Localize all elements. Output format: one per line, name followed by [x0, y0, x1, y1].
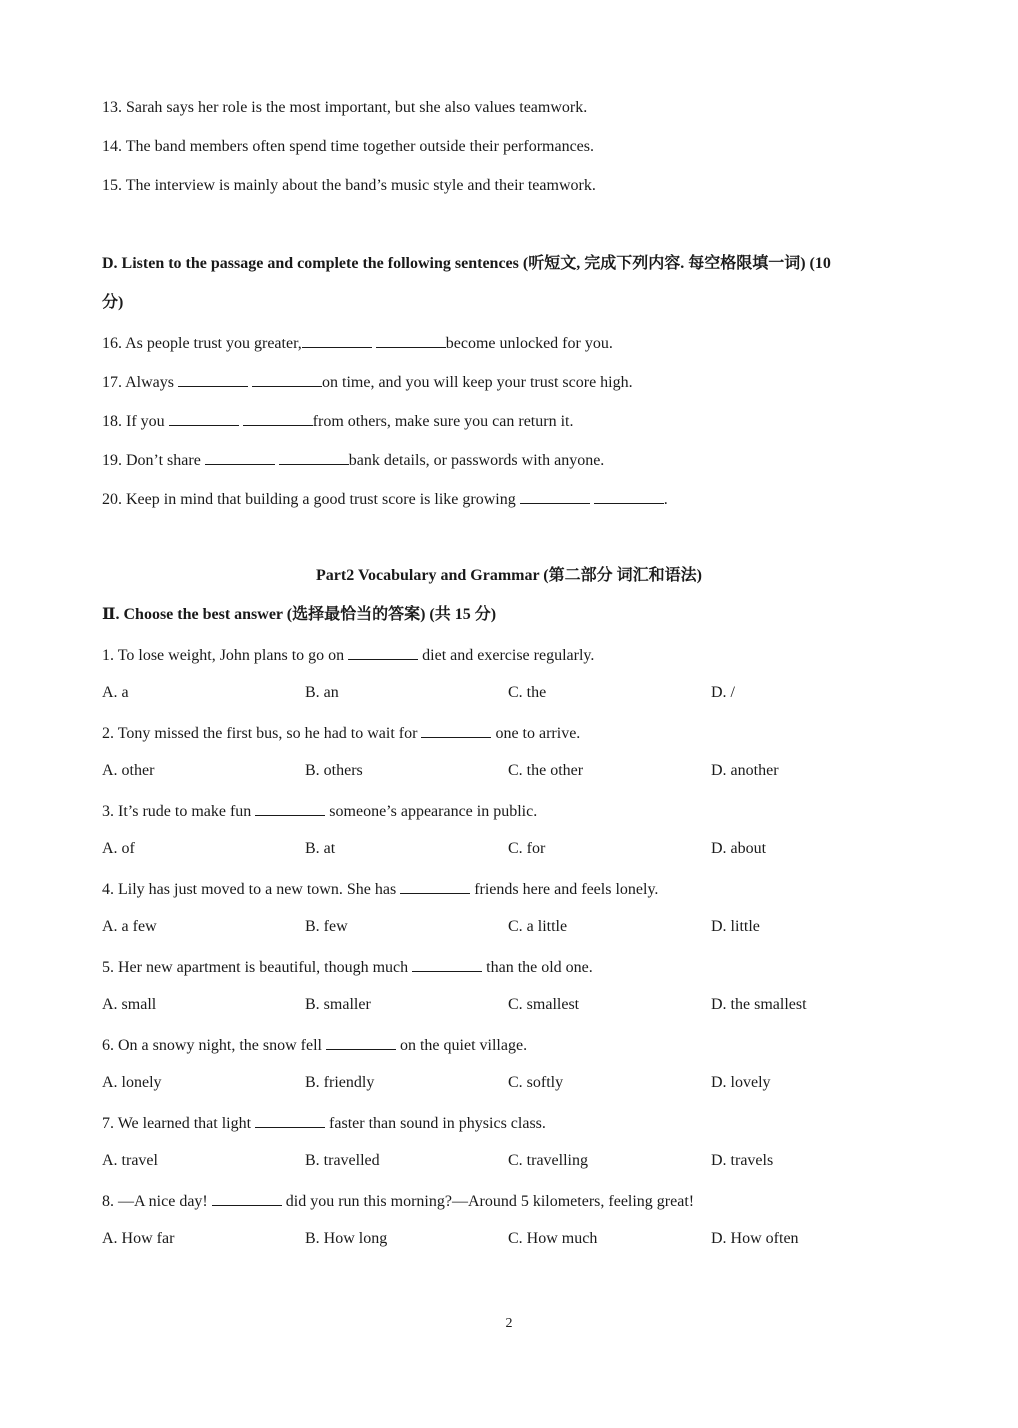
fill-item-17 — [102, 371, 633, 393]
answer-blank[interactable] — [376, 332, 446, 348]
tf-item-15: 15. The interview is mainly about the band’s music style and their teamwork. — [102, 177, 596, 194]
fill-item-text: . — [663, 491, 668, 508]
answer-blank[interactable] — [348, 644, 418, 660]
question-2 — [102, 722, 580, 744]
option-b[interactable]: B. at — [305, 840, 336, 857]
fill-item-text: become unlocked for you. — [445, 335, 613, 352]
question-text: someone’s appearance in public. — [325, 803, 538, 820]
option-d[interactable]: D. / — [711, 684, 735, 701]
option-b[interactable]: B. How long — [305, 1230, 388, 1247]
fill-item-text: 19. Don’t share — [102, 452, 205, 469]
option-d[interactable]: D. lovely — [711, 1074, 771, 1091]
option-a[interactable]: A. lonely — [102, 1074, 162, 1091]
option-d[interactable]: D. the smallest — [711, 996, 807, 1013]
option-d[interactable]: D. travels — [711, 1152, 774, 1169]
question-text: 1. To lose weight, John plans to go on — [102, 647, 349, 664]
tf-item-14: 14. The band members often spend time together outside their performances. — [102, 138, 594, 155]
fill-item-text: 20. Keep in mind that building a good trust score is like growing — [102, 491, 520, 508]
question-8 — [102, 1190, 694, 1212]
option-b[interactable]: B. friendly — [305, 1074, 375, 1091]
question-text: on the quiet village. — [395, 1037, 528, 1054]
option-c[interactable]: C. smallest — [508, 996, 580, 1013]
fill-item-text: 16. As people trust you greater, — [102, 335, 302, 352]
answer-blank[interactable] — [326, 1034, 396, 1050]
option-d[interactable]: D. about — [711, 840, 767, 857]
question-text: 6. On a snowy night, the snow fell — [102, 1037, 326, 1054]
question-text: 2. Tony missed the first bus, so he had to wait for — [102, 725, 422, 742]
fill-item-text: 18. If you — [102, 413, 169, 430]
option-b[interactable]: B. an — [305, 684, 339, 701]
question-text: diet and exercise regularly. — [418, 647, 595, 664]
fill-item-text: from others, make sure you can return it. — [312, 413, 574, 430]
answer-blank[interactable] — [255, 800, 325, 816]
fill-item-19 — [102, 449, 604, 471]
answer-blank[interactable] — [255, 1112, 325, 1128]
option-a[interactable]: A. a — [102, 684, 129, 701]
option-c[interactable]: C. How much — [508, 1230, 598, 1247]
option-a[interactable]: A. other — [102, 762, 155, 779]
question-7 — [102, 1112, 546, 1134]
option-b[interactable]: B. travelled — [305, 1152, 380, 1169]
question-text: 5. Her new apartment is beautiful, though much — [102, 959, 413, 976]
fill-item-text: on time, and you will keep your trust score high. — [322, 374, 633, 391]
question-text: 8. —A nice day! — [102, 1193, 212, 1210]
question-text: faster than sound in physics class. — [325, 1115, 546, 1132]
option-b[interactable]: B. few — [305, 918, 348, 935]
question-4 — [102, 878, 658, 900]
section-2-heading: Ⅱ. Choose the best answer (选择最恰当的答案) (共 15 分) — [102, 606, 497, 623]
option-c[interactable]: C. softly — [508, 1074, 564, 1091]
tf-item-13: 13. Sarah says her role is the most important, but she also values teamwork. — [102, 99, 588, 116]
option-c[interactable]: C. the — [508, 684, 547, 701]
fill-item-text: bank details, or passwords with anyone. — [348, 452, 605, 469]
part2-title: Part2 Vocabulary and Grammar (第二部分 词汇和语法) — [316, 567, 702, 584]
fill-item-text: 17. Always — [102, 374, 178, 391]
answer-blank[interactable] — [421, 722, 491, 738]
question-1 — [102, 644, 594, 666]
option-a[interactable]: A. How far — [102, 1230, 175, 1247]
question-3 — [102, 800, 537, 822]
option-c[interactable]: C. travelling — [508, 1152, 588, 1169]
option-d[interactable]: D. How often — [711, 1230, 799, 1247]
option-c[interactable]: C. a little — [508, 918, 568, 935]
answer-blank[interactable] — [178, 371, 248, 387]
answer-blank[interactable] — [400, 878, 470, 894]
question-6 — [102, 1034, 527, 1056]
section-d-heading: D. Listen to the passage and complete the following sentences (听短文, 完成下列内容. 每空格限填一词) (10 — [102, 255, 831, 272]
question-text: 7. We learned that light — [102, 1115, 256, 1132]
answer-blank[interactable] — [302, 332, 372, 348]
answer-blank[interactable] — [169, 410, 239, 426]
option-c[interactable]: C. the other — [508, 762, 584, 779]
question-text: 3. It’s rude to make fun — [102, 803, 256, 820]
answer-blank[interactable] — [520, 488, 590, 504]
section-d-heading-cont: 分) — [102, 294, 124, 311]
option-a[interactable]: A. travel — [102, 1152, 158, 1169]
answer-blank[interactable] — [243, 410, 313, 426]
question-text: one to arrive. — [491, 725, 581, 742]
answer-blank[interactable] — [412, 956, 482, 972]
fill-item-18 — [102, 410, 573, 432]
fill-item-20 — [102, 488, 668, 510]
question-5 — [102, 956, 593, 978]
option-a[interactable]: A. of — [102, 840, 135, 857]
answer-blank[interactable] — [594, 488, 664, 504]
option-d[interactable]: D. another — [711, 762, 779, 779]
answer-blank[interactable] — [205, 449, 275, 465]
answer-blank[interactable] — [212, 1190, 282, 1206]
question-text: friends here and feels lonely. — [470, 881, 659, 898]
option-a[interactable]: A. small — [102, 996, 157, 1013]
option-c[interactable]: C. for — [508, 840, 546, 857]
option-b[interactable]: B. others — [305, 762, 363, 779]
option-a[interactable]: A. a few — [102, 918, 157, 935]
question-text: 4. Lily has just moved to a new town. She has — [102, 881, 401, 898]
question-text: than the old one. — [482, 959, 593, 976]
option-b[interactable]: B. smaller — [305, 996, 371, 1013]
question-text: did you run this morning?—Around 5 kilometers, feeling great! — [281, 1193, 695, 1210]
option-d[interactable]: D. little — [711, 918, 760, 935]
fill-item-16 — [102, 332, 613, 354]
answer-blank[interactable] — [252, 371, 322, 387]
page-number: 2 — [505, 1316, 513, 1331]
answer-blank[interactable] — [279, 449, 349, 465]
